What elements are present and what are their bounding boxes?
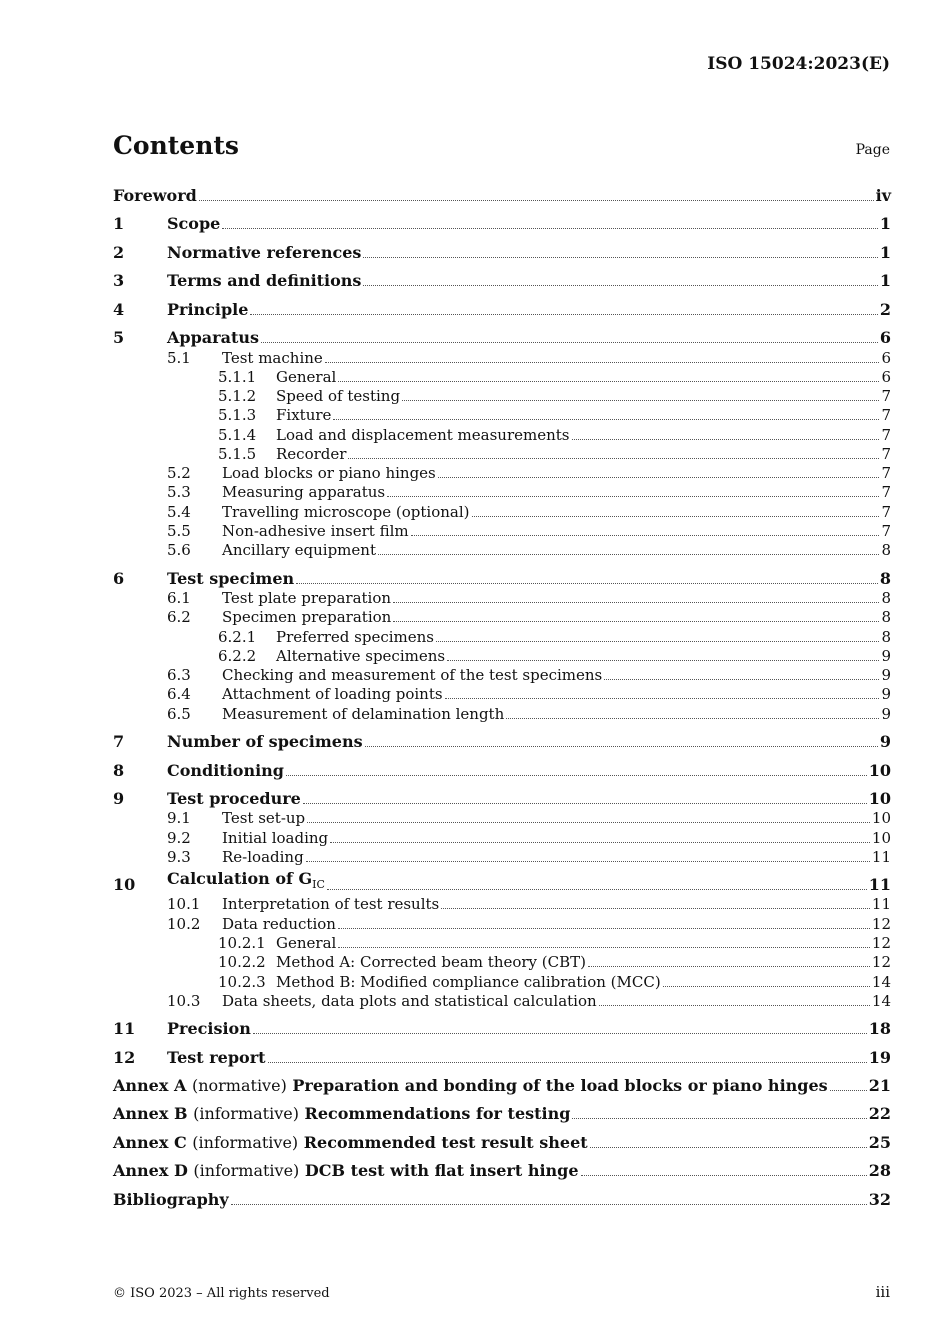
- toc-entry-page: 12: [871, 953, 891, 971]
- toc-entry-title: [167, 870, 325, 894]
- toc-entry[interactable]: [113, 242, 891, 262]
- toc-entry-number: 9.2: [167, 829, 191, 847]
- toc-entry-number: 3: [113, 271, 125, 290]
- toc-entry[interactable]: [113, 827, 891, 847]
- toc-entry-title-text: Load and displacement measurements: [276, 426, 570, 444]
- toc-entry-title: [222, 483, 385, 501]
- toc-entry[interactable]: [113, 1075, 891, 1095]
- toc-entry-title: [276, 647, 445, 665]
- toc-entry-title: [222, 349, 323, 367]
- toc-entry[interactable]: [113, 1103, 891, 1123]
- toc-entry-number: 11: [113, 1019, 136, 1038]
- toc-entry-title-text: Test plate preparation: [222, 589, 392, 607]
- toc-entry-number: 5.1: [167, 349, 191, 367]
- toc-entry-title: [167, 329, 259, 347]
- toc-entry-page: 32: [868, 1190, 891, 1209]
- toc-entry-title: [222, 541, 376, 559]
- toc-entry-page: 1: [879, 243, 891, 262]
- toc-entry-number: 6.2.2: [218, 647, 257, 665]
- toc-entry-number: 5.4: [167, 503, 191, 521]
- toc-entry-title: [276, 426, 570, 444]
- annex-label: Annex A: [113, 1076, 187, 1095]
- dot-leader: [348, 458, 879, 459]
- annex-kind: (informative): [193, 1161, 300, 1180]
- dot-leader: [338, 947, 870, 948]
- toc-entry-title: [222, 809, 305, 827]
- toc-entry-title-text: Foreword: [113, 186, 197, 205]
- toc-entry-number: 5.1.2: [218, 387, 257, 405]
- toc-entry[interactable]: [113, 443, 891, 463]
- toc-entry-number: 1: [113, 214, 125, 233]
- toc-entry-number: 10.3: [167, 992, 201, 1010]
- dot-leader: [472, 516, 880, 517]
- dot-leader: [363, 285, 877, 286]
- toc-entry-number: 7: [113, 732, 125, 751]
- toc-entry-number: 4: [113, 300, 125, 319]
- toc-entry-title-text: Test procedure: [167, 789, 301, 808]
- document-id: ISO 15024:2023(E): [707, 54, 890, 74]
- toc-entry-title: [222, 895, 439, 913]
- toc-entry-title-text: Measuring apparatus: [222, 483, 386, 501]
- toc-entry-title: [113, 1077, 828, 1095]
- toc-entry-title-text: Specimen preparation: [222, 608, 392, 626]
- toc-entry[interactable]: [113, 846, 891, 866]
- toc-entry-title-text: Test report: [167, 1048, 266, 1067]
- toc-entry-title-text: Principle: [167, 300, 249, 319]
- toc-entry-title: [167, 272, 361, 290]
- toc-entry-page: 22: [868, 1104, 891, 1123]
- dot-leader: [306, 861, 870, 862]
- toc-entry-title-text: Number of specimens: [167, 732, 363, 751]
- toc-entry-number: 10: [113, 875, 136, 894]
- toc-entry-title: [222, 685, 443, 703]
- dot-leader: [411, 535, 880, 536]
- toc-entry-title: [113, 1134, 588, 1152]
- toc-entry-title: [276, 953, 586, 971]
- toc-entry-page: 8: [881, 608, 891, 626]
- toc-entry-title-text: Non-adhesive insert film: [222, 522, 409, 540]
- toc-entry-title: [222, 522, 409, 540]
- toc-entry-page: 6: [881, 349, 891, 367]
- toc-entry-title: [113, 1105, 570, 1123]
- toc-entry[interactable]: [113, 731, 891, 751]
- toc-entry-number: 12: [113, 1048, 136, 1067]
- page-column-label: Page: [855, 142, 890, 158]
- dot-leader: [327, 889, 867, 890]
- toc-entry-number: 6: [113, 569, 125, 588]
- toc-entry-title: [167, 215, 220, 233]
- toc-entry[interactable]: [113, 568, 891, 588]
- toc-entry-number: 10.2.3: [218, 973, 266, 991]
- dot-leader: [378, 554, 879, 555]
- toc-entry-page: 7: [881, 503, 891, 521]
- toc-entry-title-text: Load blocks or piano hinges: [222, 464, 436, 482]
- dot-leader: [333, 419, 879, 420]
- toc-entry-page: 11: [868, 875, 891, 894]
- toc-entry-title-text: Test specimen: [167, 569, 295, 588]
- toc-entry-page: iv: [875, 186, 891, 205]
- toc-entry-title: [167, 1049, 266, 1067]
- toc-entry-number: 5.3: [167, 483, 191, 501]
- toc-entry[interactable]: [113, 587, 891, 607]
- contents-title: Contents: [113, 131, 240, 160]
- toc-entry-title-text: Re-loading: [222, 848, 304, 866]
- toc-entry-title-text: Precision: [167, 1019, 251, 1038]
- toc-entry[interactable]: [113, 347, 891, 367]
- toc-entry-title-text: Data reduction: [222, 915, 336, 933]
- toc-entry-page: 11: [871, 848, 891, 866]
- toc-entry-title-text: Preferred specimens: [276, 628, 434, 646]
- toc-entry-title: [276, 934, 336, 952]
- toc-entry-title-text: Interpretation of test results: [222, 895, 440, 913]
- toc-entry[interactable]: [113, 404, 891, 424]
- toc-entry[interactable]: [113, 366, 891, 386]
- toc-entry[interactable]: [113, 1160, 891, 1180]
- toc-entry-number: 9.1: [167, 809, 191, 827]
- toc-entry-title: [276, 628, 434, 646]
- dot-leader: [588, 966, 870, 967]
- toc-entry-number: 10.2.2: [218, 953, 266, 971]
- toc-entry-title-text: Checking and measurement of the test specimens: [222, 666, 603, 684]
- toc-entry[interactable]: [113, 270, 891, 290]
- toc-entry-number: 6.2: [167, 608, 191, 626]
- toc-entry-title-text: Initial loading: [222, 829, 329, 847]
- dot-leader: [231, 1204, 867, 1205]
- toc-entry-number: 5.1.3: [218, 406, 257, 424]
- toc-entry-page: 7: [881, 387, 891, 405]
- toc-entry-number: 6.3: [167, 666, 191, 684]
- toc-entry-page: 14: [871, 973, 891, 991]
- toc-entry[interactable]: [113, 990, 891, 1010]
- toc-entry-page: 7: [881, 406, 891, 424]
- dot-leader: [303, 803, 867, 804]
- annex-title: DCB test with flat insert hinge: [304, 1161, 579, 1180]
- toc-entry-page: 6: [879, 328, 891, 347]
- annex-kind: (informative): [193, 1104, 299, 1123]
- toc-entry-number: 9: [113, 789, 125, 808]
- toc-entry-title-text: Test machine: [222, 349, 323, 367]
- toc-entry-page: 7: [881, 483, 891, 501]
- toc-entry-title: [167, 1020, 251, 1038]
- toc-entry-page: 7: [881, 445, 891, 463]
- toc-entry-title: [167, 733, 363, 751]
- toc-entry-title-text: Fixture: [276, 406, 332, 424]
- dot-leader: [253, 1033, 867, 1034]
- dot-leader: [250, 314, 877, 315]
- toc-entry-title: [222, 992, 597, 1010]
- toc-entry-page: 7: [881, 464, 891, 482]
- toc-entry-page: 11: [871, 895, 891, 913]
- dot-leader: [296, 583, 878, 584]
- toc-entry-title-text: Method A: Corrected beam theory (CBT): [276, 953, 587, 971]
- toc-entry[interactable]: [113, 1047, 891, 1067]
- toc-entry-page: 10: [868, 789, 891, 808]
- toc-entry[interactable]: [113, 213, 891, 233]
- dot-leader: [325, 362, 880, 363]
- toc-entry-title-text: Method B: Modified compliance calibration (MCC): [276, 973, 661, 991]
- toc-entry-title-text: Calculation of G: [167, 868, 313, 888]
- toc-entry-page: 1: [879, 271, 891, 290]
- toc-entry-title: [276, 387, 400, 405]
- dot-leader: [268, 1062, 867, 1063]
- dot-leader: [286, 775, 867, 776]
- dot-leader: [572, 439, 880, 440]
- dot-leader: [387, 496, 879, 497]
- toc-entry-title-text: General: [276, 368, 337, 386]
- annex-label: Annex D: [113, 1161, 188, 1180]
- toc-entry-number: 10.1: [167, 895, 201, 913]
- toc-entry-number: 10.2.1: [218, 934, 266, 952]
- toc-entry-title-text: General: [276, 934, 337, 952]
- toc-entry[interactable]: [113, 1018, 891, 1038]
- toc-entry-page: 7: [881, 426, 891, 444]
- toc-entry-title-text: Normative references: [167, 243, 362, 262]
- dot-leader: [441, 908, 870, 909]
- toc-entry-title: [276, 406, 331, 424]
- dot-leader: [330, 842, 870, 843]
- dot-leader: [572, 1118, 866, 1119]
- toc-entry-title: [167, 790, 301, 808]
- toc-entry-number: 9.3: [167, 848, 191, 866]
- dot-leader: [402, 400, 879, 401]
- toc-entry-title: [222, 464, 436, 482]
- toc-entry-title: [222, 503, 470, 521]
- toc-entry-number: 6.4: [167, 685, 191, 703]
- toc-entry-number: 5.6: [167, 541, 191, 559]
- dot-leader: [338, 928, 870, 929]
- toc-entry-page: 28: [868, 1161, 891, 1180]
- toc-entry-page: 8: [881, 628, 891, 646]
- toc-entry-title-text: Terms and definitions: [167, 271, 362, 290]
- dot-leader: [393, 621, 879, 622]
- toc-entry-page: 9: [881, 666, 891, 684]
- toc-entry-page: 10: [871, 829, 891, 847]
- toc-entry-title-text: Attachment of loading points: [222, 685, 443, 703]
- toc-entry-title-text: Data sheets, data plots and statistical calculation: [222, 992, 597, 1010]
- toc-entry-number: 5.5: [167, 522, 191, 540]
- annex-label: Annex B: [113, 1104, 188, 1123]
- dot-leader: [222, 228, 878, 229]
- toc-entry[interactable]: [113, 424, 891, 444]
- dot-leader: [581, 1175, 867, 1176]
- toc-entry-title: [276, 445, 346, 463]
- dot-leader: [338, 381, 879, 382]
- toc-entry-number: 6.1: [167, 589, 191, 607]
- toc-entry-title: [113, 1191, 229, 1209]
- annex-title: Preparation and bonding of the load blocks or piano hinges: [292, 1076, 828, 1095]
- toc-entry-subscript: IC: [312, 878, 325, 891]
- toc-entry-title-text: Alternative specimens: [276, 647, 446, 665]
- toc-entry[interactable]: [113, 1189, 891, 1209]
- toc-entry[interactable]: [113, 327, 891, 347]
- toc-entry-number: 5: [113, 328, 125, 347]
- toc-entry-title-text: Ancillary equipment: [222, 541, 376, 559]
- toc-entry-title: [113, 187, 197, 205]
- toc-entry-page: 12: [871, 915, 891, 933]
- toc-entry[interactable]: [113, 760, 891, 780]
- toc-entry-page: 10: [871, 809, 891, 827]
- dot-leader: [393, 602, 879, 603]
- toc-entry-title-text: Conditioning: [167, 761, 284, 780]
- toc-entry-page: 25: [868, 1133, 891, 1152]
- toc-entry-title: [167, 301, 248, 319]
- toc-entry[interactable]: [113, 703, 891, 723]
- toc-entry-page: 9: [881, 685, 891, 703]
- dot-leader: [365, 746, 878, 747]
- toc-entry[interactable]: [113, 462, 891, 482]
- dot-leader: [261, 342, 878, 343]
- toc-entry-title: [222, 608, 391, 626]
- toc-entry[interactable]: [113, 606, 891, 626]
- toc-entry[interactable]: [113, 299, 891, 319]
- toc-entry-title: [222, 589, 391, 607]
- toc-entry-page: 9: [881, 705, 891, 723]
- toc-entry[interactable]: [113, 893, 891, 913]
- toc-entry-page: 10: [868, 761, 891, 780]
- toc-entry-title: [113, 1162, 579, 1180]
- toc-entry-page: 6: [881, 368, 891, 386]
- annex-label: Annex C: [113, 1133, 187, 1152]
- toc-entry-title: [222, 848, 304, 866]
- toc-entry[interactable]: [113, 1132, 891, 1152]
- toc-entry-title-text: Test set-up: [222, 809, 306, 827]
- toc-entry-title-text: Travelling microscope (optional): [222, 503, 470, 521]
- toc-entry-title-text: Recorder: [276, 445, 347, 463]
- toc-entry-page: 19: [868, 1048, 891, 1067]
- toc-entry-number: 2: [113, 243, 125, 262]
- toc-entry[interactable]: [113, 971, 891, 991]
- toc-entry-page: 21: [868, 1076, 891, 1095]
- annex-kind: (informative): [192, 1133, 299, 1152]
- toc-entry-title-text: Measurement of delamination length: [222, 705, 505, 723]
- toc-entry-page: 1: [879, 214, 891, 233]
- toc-entry[interactable]: [113, 913, 891, 933]
- toc-entry[interactable]: [113, 481, 891, 501]
- toc-entry-title: [222, 705, 504, 723]
- toc-entry[interactable]: [113, 932, 891, 952]
- dot-leader: [663, 986, 870, 987]
- toc-entry[interactable]: [113, 868, 891, 894]
- dot-leader: [604, 679, 879, 680]
- toc-entry-number: 5.1.4: [218, 426, 257, 444]
- toc-entry-page: 14: [871, 992, 891, 1010]
- toc-entry-title-text: Speed of testing: [276, 387, 401, 405]
- toc-entry-page: 7: [881, 522, 891, 540]
- copyright-notice: © ISO 2023 – All rights reserved: [113, 1286, 330, 1301]
- toc-entry[interactable]: [113, 385, 891, 405]
- annex-kind: (normative): [191, 1076, 287, 1095]
- toc-entry[interactable]: [113, 951, 891, 971]
- dot-leader: [436, 641, 879, 642]
- toc-entry-page: 9: [881, 647, 891, 665]
- toc-entry-title: [222, 829, 328, 847]
- toc-entry[interactable]: [113, 520, 891, 540]
- dot-leader: [506, 718, 879, 719]
- toc-entry-number: 5.1.1: [218, 368, 257, 386]
- toc-entry-number: 5.1.5: [218, 445, 257, 463]
- toc-entry[interactable]: [113, 501, 891, 521]
- toc-entry-title-text: Bibliography: [113, 1190, 229, 1209]
- toc-entry[interactable]: [113, 807, 891, 827]
- toc-entry-title-text: Apparatus: [167, 328, 259, 347]
- toc-entry-title: [276, 973, 661, 991]
- dot-leader: [830, 1090, 867, 1091]
- toc-entry-page: 8: [879, 569, 891, 588]
- dot-leader: [445, 698, 880, 699]
- toc-entry-number: 6.5: [167, 705, 191, 723]
- toc-entry-number: 10.2: [167, 915, 201, 933]
- annex-title: Recommendations for testing: [304, 1104, 571, 1123]
- annex-title: Recommended test result sheet: [303, 1133, 588, 1152]
- toc-entry[interactable]: [113, 683, 891, 703]
- toc-entry-page: 18: [868, 1019, 891, 1038]
- toc-entry-number: 5.2: [167, 464, 191, 482]
- toc-entry-number: 6.2.1: [218, 628, 257, 646]
- toc-entry-title: [167, 762, 284, 780]
- toc-entry-title: [222, 666, 602, 684]
- toc-entry-page: 12: [871, 934, 891, 952]
- toc-entry[interactable]: [113, 664, 891, 684]
- dot-leader: [199, 200, 874, 201]
- toc-entry-page: 2: [879, 300, 891, 319]
- toc-entry-page: 8: [881, 541, 891, 559]
- dot-leader: [590, 1147, 867, 1148]
- toc-entry[interactable]: [113, 539, 891, 559]
- toc-entry-title-text: Scope: [167, 214, 221, 233]
- dot-leader: [447, 660, 879, 661]
- toc-entry[interactable]: [113, 788, 891, 808]
- toc-entry-number: 8: [113, 761, 125, 780]
- toc-entry[interactable]: [113, 626, 891, 646]
- toc-entry-title: [167, 244, 361, 262]
- dot-leader: [599, 1005, 870, 1006]
- toc-entry-title: [276, 368, 336, 386]
- dot-leader: [307, 822, 870, 823]
- toc-entry[interactable]: [113, 645, 891, 665]
- toc-entry-page: 8: [881, 589, 891, 607]
- dot-leader: [363, 257, 877, 258]
- toc-entry[interactable]: [113, 185, 891, 205]
- toc-entry-page: 9: [879, 732, 891, 751]
- page-number: iii: [875, 1283, 890, 1301]
- toc-entry-title: [167, 570, 294, 588]
- toc-entry-title: [222, 915, 336, 933]
- dot-leader: [438, 477, 880, 478]
